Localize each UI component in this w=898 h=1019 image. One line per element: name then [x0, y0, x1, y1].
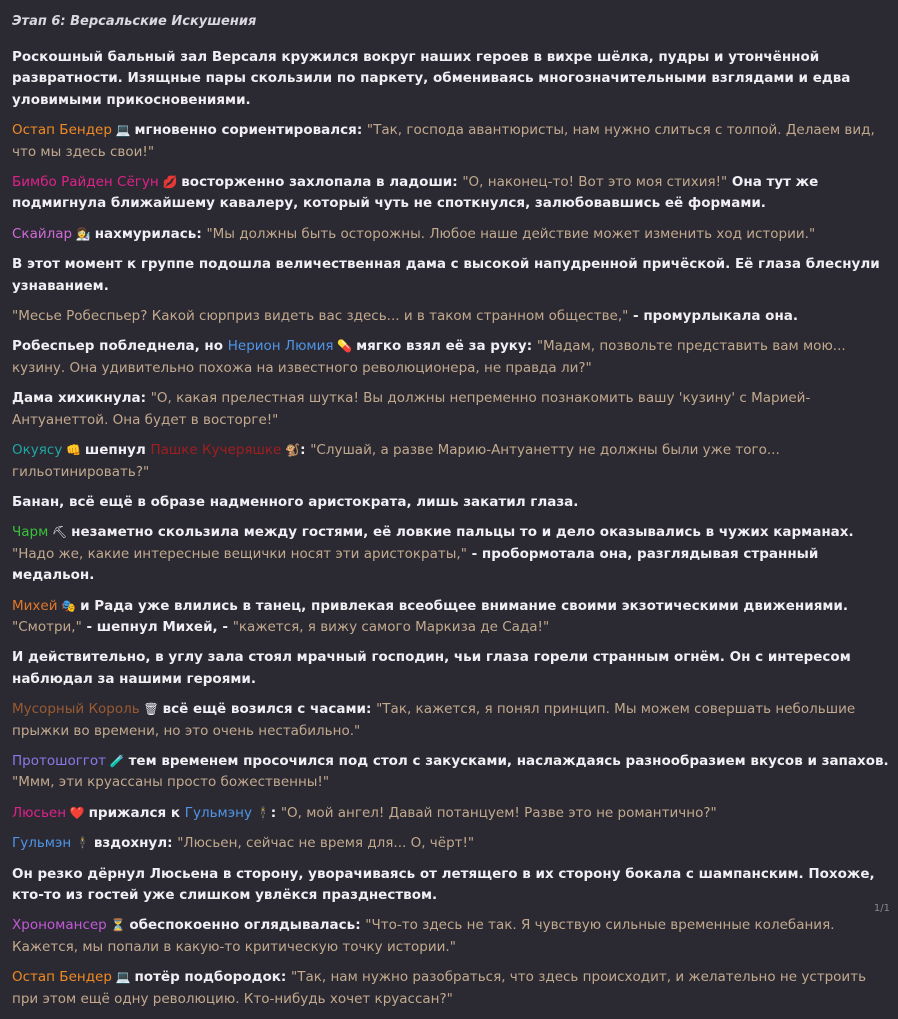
narration-text: и Рада уже влились в танец, привлекая всеобщее внимание своими экзотическими движениями.: [80, 597, 849, 614]
narration-text: всё ещё возился с часами:: [162, 701, 377, 718]
character-emoji-icon: 🕴: [251, 805, 271, 820]
dialogue-quote: "кажется, я вижу самого Маркиза де Сада!": [232, 618, 550, 635]
story-paragraph: [12, 388, 890, 431]
narration-text: потёр подбородок:: [134, 969, 292, 986]
character-emoji-icon: 🗑: [139, 702, 163, 717]
character-emoji-icon: 🕴: [71, 836, 94, 851]
character-name: Бимбо Райден Сёгун: [12, 174, 159, 191]
dialogue-quote: "О, наконец-то! Вот это моя стихия!": [462, 174, 728, 191]
character-name: Чарм: [12, 524, 49, 541]
story-paragraph: [12, 803, 890, 824]
dialogue-quote: "Так, нам нужно разобраться, что здесь происходит, и желательно не устроить при этом ещё одну революцию. Кто-нибудь хочет круассан?": [12, 969, 867, 1007]
chapter-title: Этап 6: Версальские Искушения: [12, 14, 257, 29]
narration-text: - пробормотала она, разглядывая странный медальон.: [12, 545, 819, 584]
narration-text: И действительно, в углу зала стоял мрачный господин, чьи глаза горели странным огнём. Он с интересом наблюдал за нашими героями.: [12, 649, 851, 687]
narration-text: Он резко дёрнул Люсьена в сторону, уворачиваясь от летящего в их сторону бокала с шампанским. Похоже, кто-то из гостей уже слишком увлёкся празднеством.: [12, 865, 875, 903]
narration-text: Робеспьер побледнела, но: [12, 338, 228, 355]
message-content: [12, 12, 890, 1019]
narration-text: - шепнул Михей, -: [81, 618, 233, 635]
character-emoji-icon: 🧪: [106, 753, 129, 768]
narration-text: В этот момент к группе подошла величественная дама с высокой напудренной причёской. Её глаза блеснули узнаванием.: [12, 256, 880, 294]
character-emoji-icon: ⏳: [106, 918, 130, 933]
story-paragraph: [12, 596, 890, 639]
dialogue-quote: "Надо же, какие интересные вещички носят эти аристократы,": [12, 545, 467, 562]
story-paragraph: [12, 833, 890, 854]
story-paragraph: [12, 915, 890, 958]
character-name: Остап Бендер: [12, 969, 112, 986]
story-paragraph: [12, 492, 890, 513]
story-paragraph: [12, 440, 890, 483]
dialogue-quote: "О, мой ангел! Давай потанцуем! Разве это не романтично?": [280, 804, 717, 821]
character-emoji-icon: 💻: [111, 123, 135, 138]
story-paragraph: [12, 224, 890, 245]
dialogue-quote: "О, какая прелестная шутка! Вы должны непременно познакомить вашу 'кузину' с Марией-Антуанеттой. Она будет в восторге!": [12, 390, 811, 428]
story-paragraph: [12, 751, 890, 794]
character-name: Остап Бендер: [12, 122, 112, 139]
story-paragraph: [12, 336, 890, 379]
narration-text: Банан, всё ещё в образе надменного аристократа, лишь закатил глаза.: [12, 493, 579, 510]
character-emoji-icon: 💋: [158, 175, 182, 190]
character-emoji-icon: 💻: [111, 970, 135, 985]
character-name: Скайлар: [12, 225, 73, 242]
dialogue-quote: "Мадам, позвольте представить вам мою... кузину. Она удивительно похожа на известного революционера, не правда ли?": [12, 338, 846, 376]
story-paragraph: [12, 699, 890, 742]
narration-text: - промурлыкала она.: [628, 308, 799, 325]
narration-text: нахмурилась:: [94, 225, 207, 242]
character-emoji-icon: 💊: [333, 339, 357, 354]
story-paragraph: [12, 47, 890, 111]
story-paragraph: [12, 254, 890, 297]
dialogue-quote: "Ммм, эти круассаны просто божественны!": [12, 774, 330, 791]
dialogue-quote: "Что-то здесь не так. Я чувствую сильные временные колебания. Кажется, мы попали в какую-то критическую точку истории.": [12, 917, 835, 955]
character-emoji-icon: ⛏: [48, 525, 72, 540]
character-name: Михей: [12, 597, 58, 614]
character-name: Гульмэн: [12, 835, 72, 852]
dialogue-quote: "Мы должны быть осторожны. Любое наше действие может изменить ход истории.": [206, 225, 816, 242]
story-paragraph: [12, 306, 890, 327]
story-paragraph: [12, 522, 890, 586]
character-name: Мусорный Король: [12, 701, 140, 718]
narration-text: :: [300, 442, 311, 459]
character-name: Нерион Люмия: [227, 338, 334, 355]
narration-text: Дама хихикнула:: [12, 390, 151, 407]
narration-text: обеспокоенно оглядывалась:: [129, 917, 366, 934]
story-paragraph: [12, 864, 890, 907]
narration-text: шепнул: [84, 442, 151, 459]
character-emoji-icon: 👩‍🔬: [72, 226, 95, 241]
character-name: Гульмэну: [184, 804, 252, 821]
dialogue-quote: "Люсьен, сейчас не время для... О, чёрт!": [177, 835, 475, 852]
story-paragraph: [12, 967, 890, 1010]
dialogue-quote: "Так, господа авантюристы, нам нужно слиться с толпой. Делаем вид, что мы здесь свои!": [12, 122, 875, 160]
narration-text: Она тут же подмигнула ближайшему кавалеру, который чуть не споткнулся, залюбовавшись её формами.: [12, 174, 819, 212]
narration-text: :: [270, 804, 281, 821]
narration-text: тем временем просочился под стол с закусками, наслаждаясь разнообразием вкусов и запахов.: [128, 752, 889, 769]
narration-text: мягко взял её за руку:: [356, 338, 537, 355]
page-indicator: 1/1: [873, 903, 890, 914]
narration-text: вздохнул:: [93, 835, 178, 852]
character-name: Хрономансер: [12, 917, 107, 934]
character-name: Люсьен: [12, 804, 67, 821]
narration-text: восторженно захлопала в ладоши:: [181, 174, 463, 191]
dialogue-quote: "Так, кажется, я понял принцип. Мы можем совершать небольшие прыжки во времени, но это очень нестабильно.": [12, 701, 856, 739]
character-emoji-icon: 👊: [62, 443, 85, 458]
character-name: Протошоггот: [12, 752, 107, 769]
dialogue-quote: "Слушай, а разве Марию-Антуанетту не должны были уже того... гильотинировать?": [12, 442, 780, 480]
character-emoji-icon: 🎭: [57, 598, 81, 613]
character-name: Пашке Кучеряшке: [150, 442, 282, 459]
narration-text: мгновенно сориентировался:: [134, 122, 367, 139]
story-paragraph: [12, 120, 890, 163]
character-emoji-icon: 🐒: [281, 443, 301, 458]
narration-text: незаметно скользила между гостями, её ловкие пальцы то и дело оказывались в чужих карманах.: [71, 524, 854, 541]
story-paragraph: [12, 647, 890, 690]
dialogue-quote: "Месье Робеспьер? Какой сюрприз видеть вас здесь... и в таком странном обществе,": [12, 308, 629, 325]
dialogue-quote: "Смотри,": [12, 618, 82, 635]
story-body: [12, 47, 890, 1010]
story-paragraph: [12, 172, 890, 215]
narration-text: прижался к: [88, 804, 185, 821]
narration-text: Роскошный бальный зал Версаля кружился вокруг наших героев в вихре шёлка, пудры и утончённой развратности. Изящные пары скользили по паркету, обмениваясь многозначительными взглядами и едва уловимыми прикосновениями.: [12, 49, 851, 108]
character-name: Окуясу: [12, 442, 63, 459]
character-emoji-icon: ❤️: [66, 805, 89, 820]
